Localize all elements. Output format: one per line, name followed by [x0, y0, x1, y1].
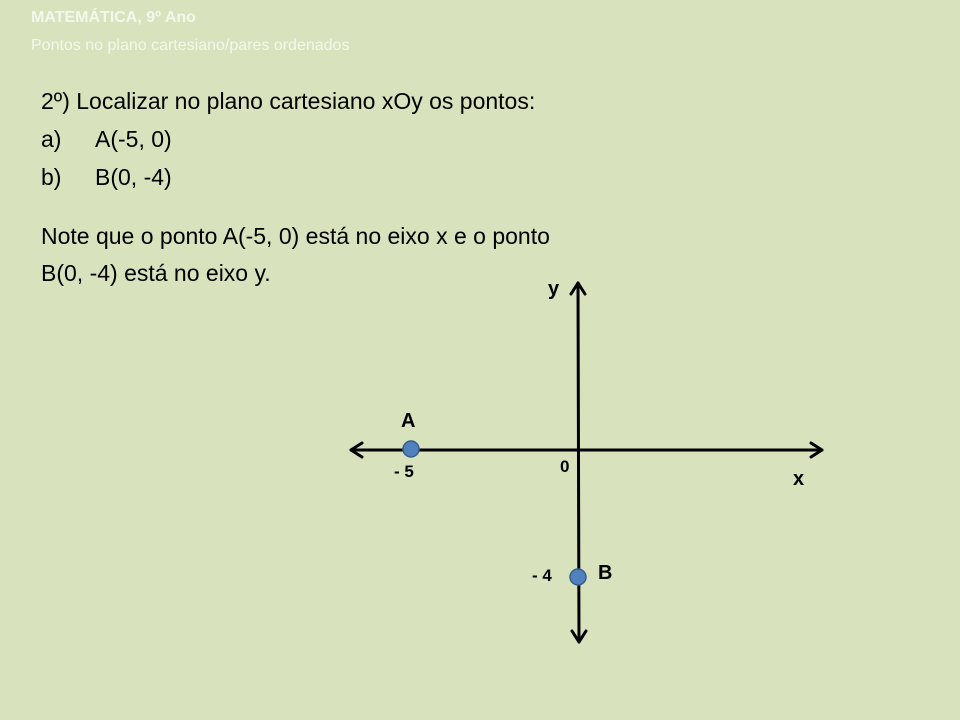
- x-tick-minus-5: - 5: [394, 462, 414, 481]
- y-axis-label: y: [548, 278, 560, 300]
- x-axis-label: x: [793, 468, 805, 490]
- item-b-marker: b): [41, 164, 62, 190]
- question-text: 2º) Localizar no plano cartesiano xOy os pontos:: [41, 88, 536, 114]
- point-a: [403, 441, 419, 457]
- item-a-text: A(-5, 0): [95, 126, 172, 152]
- item-b-text: B(0, -4): [95, 164, 172, 190]
- origin-label: 0: [560, 457, 570, 476]
- y-axis: [578, 283, 579, 642]
- item-a-marker: a): [41, 126, 62, 152]
- point-a-label: A: [401, 410, 416, 432]
- note-line-1: Note que o ponto A(-5, 0) está no eixo x e o ponto: [41, 223, 550, 249]
- y-tick-minus-4: - 4: [532, 566, 552, 585]
- point-b: [570, 569, 586, 585]
- slide-subtitle: Pontos no plano cartesiano/pares ordenados: [31, 37, 350, 54]
- slide-course-title: MATEMÁTICA, 9º Ano: [31, 9, 196, 26]
- note-line-2: B(0, -4) está no eixo y.: [41, 260, 271, 286]
- point-b-label: B: [598, 562, 613, 584]
